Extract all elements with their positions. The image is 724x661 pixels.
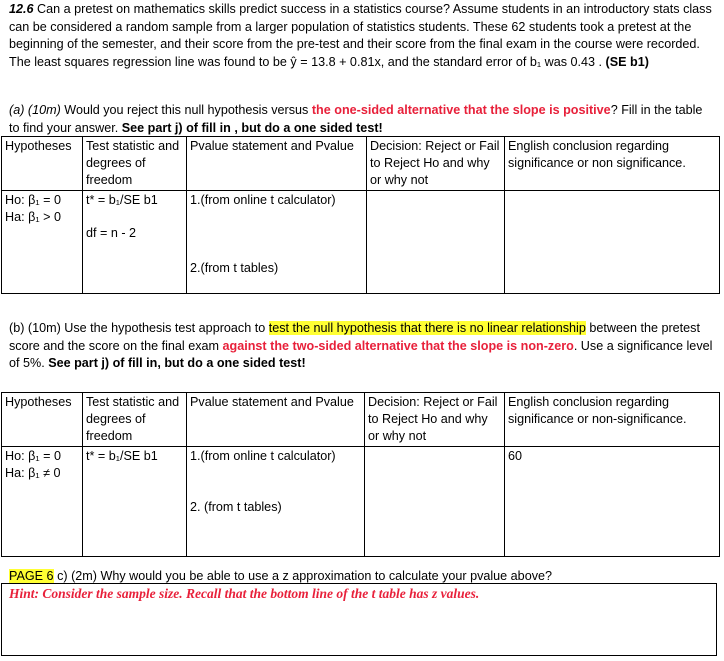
conclusion-cell[interactable]: 60 xyxy=(505,447,720,557)
decision-cell[interactable] xyxy=(367,191,505,294)
degrees-of-freedom: df = n - 2 xyxy=(86,226,137,240)
header-pvalue: Pvalue statement and Pvalue xyxy=(187,137,367,191)
problem-number: 12.6 xyxy=(9,2,34,16)
answer-box-c[interactable] xyxy=(1,583,717,656)
t-statistic-formula: t* = b₁/SE b1 xyxy=(86,193,158,207)
conclusion-cell[interactable] xyxy=(505,191,720,294)
test-statistic-cell[interactable] xyxy=(83,447,187,557)
pvalue-cell[interactable] xyxy=(187,191,367,294)
part-a-prompt xyxy=(9,102,715,137)
table-b-answer-row xyxy=(2,447,720,557)
intro-text: Can a pretest on mathematics skills predict success in a statistics course? Assume students in an introductory stats class can be considered a random sample from a larger population of statistics students. These 62 students took a pretest at the beginning of the semester, and their score from the pre-test and their score from the final exam in the course were recorded. The least squares regression line was found to be ŷ = 13.8 + 0.81x, and the standard error of b₁ was 0.43 . xyxy=(9,2,712,69)
pvalue-calculator-line: 1.(from online t calculator) xyxy=(190,193,336,207)
alt-hypothesis: Ha: β₁ > 0 xyxy=(5,210,61,224)
part-b-alternative: against the two-sided alternative that the slope is non-zero xyxy=(222,338,574,353)
intro-paragraph xyxy=(9,1,715,71)
header-pvalue: Pvalue statement and Pvalue xyxy=(187,393,365,447)
hypotheses-cell xyxy=(2,447,83,557)
header-decision: Decision: Reject or Fail to Reject Ho and why or why not xyxy=(367,137,505,191)
header-decision: Decision: Reject or Fail to Reject Ho and why or why not xyxy=(365,393,505,447)
part-a-text2: ? Fill in the table to find your answer. xyxy=(9,103,703,135)
hypothesis-table-a xyxy=(1,136,720,294)
part-c-prompt xyxy=(9,568,715,584)
hint-text: Hint: Consider the sample size. Recall that the bottom line of the t table has z values. xyxy=(9,586,480,601)
header-hypotheses: Hypotheses xyxy=(2,137,83,191)
pvalue-cell[interactable] xyxy=(187,447,365,557)
part-a-label: (a) (10m) xyxy=(9,103,61,117)
null-hypothesis: Ho: β₁ = 0 xyxy=(5,193,61,207)
hypothesis-table-b xyxy=(1,392,720,557)
null-hypothesis: Ho: β₁ = 0 xyxy=(5,449,61,463)
pvalue-table-line: 2. (from t tables) xyxy=(190,500,282,514)
part-b-text1: (b) (10m) Use the hypothesis test approach to xyxy=(9,321,269,335)
t-statistic-formula: t* = b₁/SE b1 xyxy=(86,449,158,463)
part-b-text2: between the pretest score and the score on the final exam xyxy=(9,321,700,353)
pvalue-table-line: 2.(from t tables) xyxy=(190,261,279,275)
part-b-text3: . Use a significance level of 5%. xyxy=(9,338,713,370)
page-marker: PAGE 6 xyxy=(9,569,54,583)
part-b-instruction: See part j) of fill in, but do a one sided test! xyxy=(48,356,306,370)
header-hypotheses: Hypotheses xyxy=(2,393,83,447)
header-conclusion: English conclusion regarding significance or non significance. xyxy=(505,137,720,191)
hypotheses-cell xyxy=(2,191,83,294)
se-label: (SE b1) xyxy=(605,54,649,69)
part-b-highlight: test the null hypothesis that there is no linear relationship xyxy=(268,321,586,335)
table-a-header-row xyxy=(2,137,720,191)
test-statistic-cell[interactable] xyxy=(83,191,187,294)
header-test-statistic: Test statistic and degrees of freedom xyxy=(83,137,187,191)
table-a-answer-row xyxy=(2,191,720,294)
header-test-statistic: Test statistic and degrees of freedom xyxy=(83,393,187,447)
table-b-header-row xyxy=(2,393,720,447)
part-c-text: c) (2m) Why would you be able to use a z approximation to calculate your pvalue above? xyxy=(53,569,552,583)
alt-hypothesis: Ha: β₁ ≠ 0 xyxy=(5,466,61,480)
part-a-text1: Would you reject this null hypothesis versus xyxy=(60,103,312,117)
part-a-alternative: the one-sided alternative that the slope is positive xyxy=(311,103,611,117)
decision-cell[interactable] xyxy=(365,447,505,557)
header-conclusion: English conclusion regarding significance or non-significance. xyxy=(505,393,720,447)
part-a-instruction: See part j) of fill in , but do a one sided test! xyxy=(121,120,383,135)
part-b-prompt xyxy=(9,320,715,373)
pvalue-calculator-line: 1.(from online t calculator) xyxy=(190,449,336,463)
